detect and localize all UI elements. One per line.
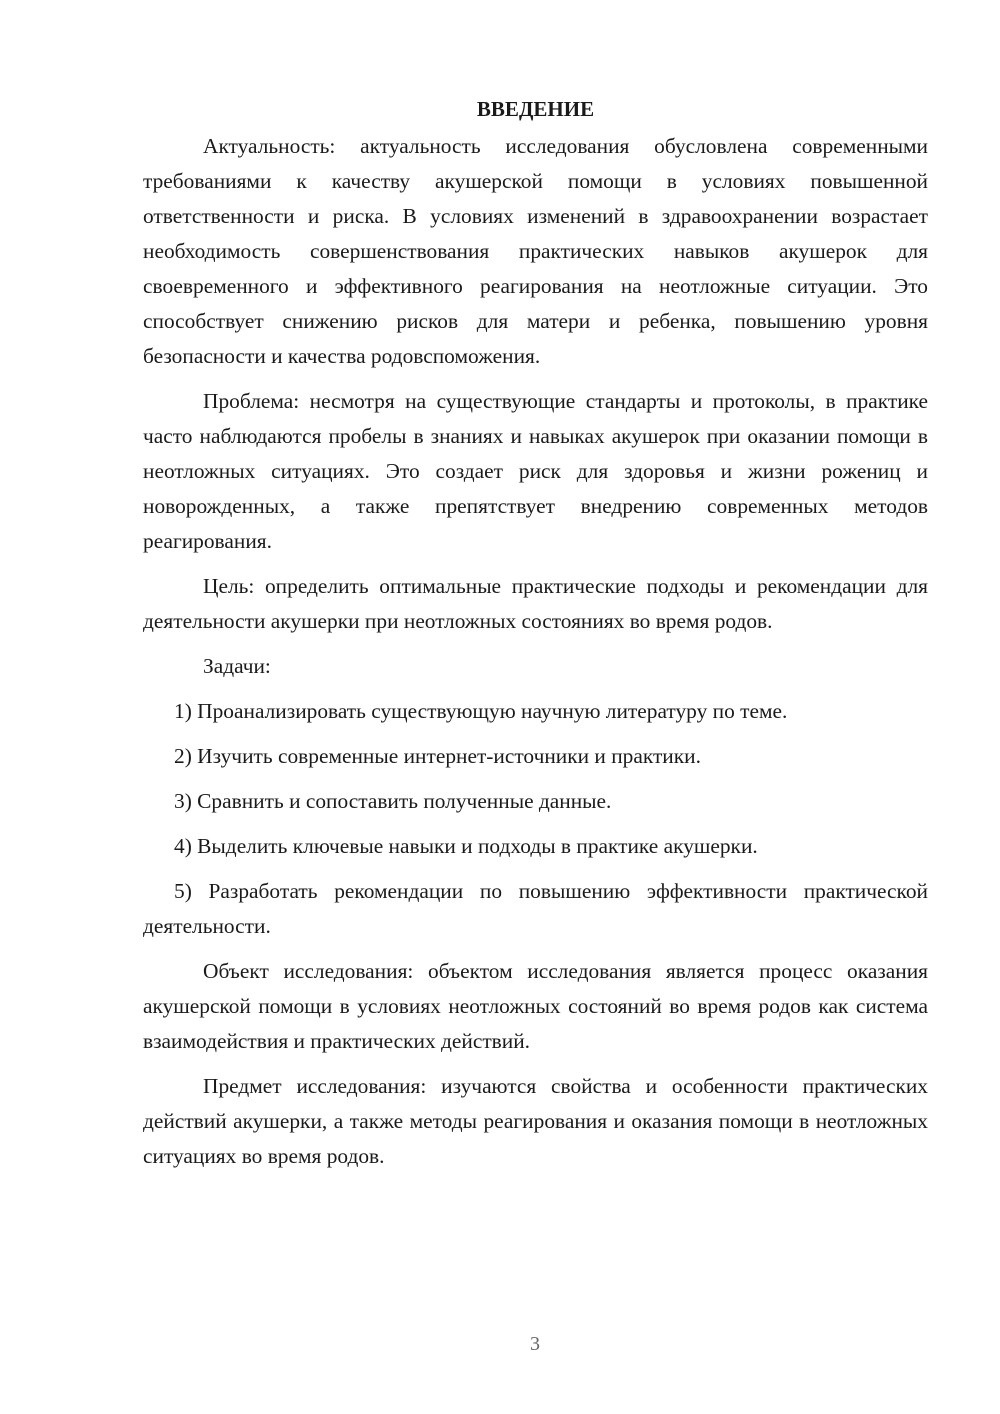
task-item: 3) Сравнить и сопоставить полученные данные. [174,789,612,813]
document-page [143,92,928,1184]
relevance-paragraph: Актуальность: актуальность исследования обусловлена современными требованиями к качеству акушерской помощи в условиях повышенной ответственности и риска. В условиях изменений в здравоохранении возрастает необходимость совершенствования практических навыков акушерок для своевременного и эффективного реагирования на неотложные ситуации. Это способствует снижению рисков для матери и ребенка, повышению уровня безопасности и качества родовспоможения. [143,134,928,368]
object-paragraph: Объект исследования: объектом исследования является процесс оказания акушерской помощи в условиях неотложных состояний во время родов как система взаимодействия и практических действий. [143,959,928,1053]
task-item: 4) Выделить ключевые навыки и подходы в практике акушерки. [174,834,758,858]
subject-paragraph: Предмет исследования: изучаются свойства и особенности практических действий акушерки, а также методы реагирования и оказания помощи в неотложных ситуациях во время родов. [143,1074,928,1168]
problem-paragraph: Проблема: несмотря на существующие стандарты и протоколы, в практике часто наблюдаются пробелы в знаниях и навыках акушерок при оказании помощи в неотложных ситуациях. Это создает риск для здоровья и жизни рожениц и новорожденных, а также препятствует внедрению современных методов реагирования. [143,389,928,553]
tasks-label: Задачи: [203,654,271,678]
page-title: ВВЕДЕНИЕ [476,97,595,121]
task-item: 1) Проанализировать существующую научную литературу по теме. [174,699,788,723]
task-item: 2) Изучить современные интернет-источники и практики. [174,744,701,768]
page-number: 3 [530,1333,540,1355]
tasks-list [143,694,928,944]
goal-paragraph: Цель: определить оптимальные практические подходы и рекомендации для деятельности акушерки при неотложных состояниях во время родов. [143,574,928,633]
task-item: 5) Разработать рекомендации по повышению эффективности практической деятельности. [143,879,928,938]
